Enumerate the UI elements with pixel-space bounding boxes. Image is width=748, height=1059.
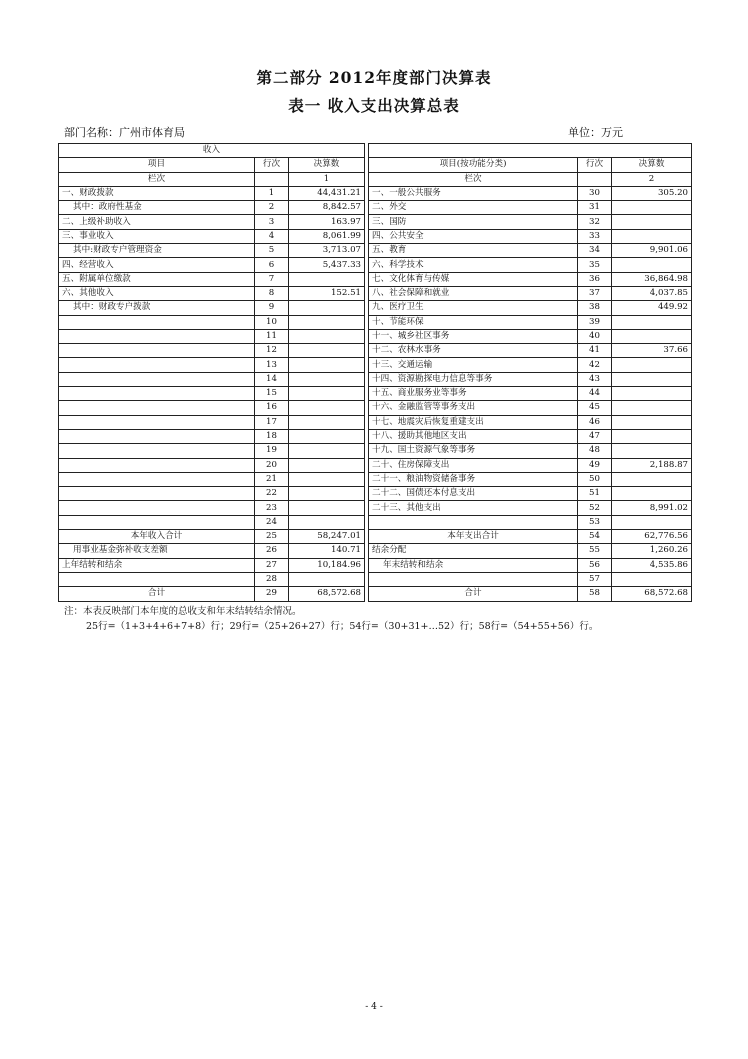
income-row-number: 7 bbox=[255, 272, 289, 286]
income-amount: 3,713.07 bbox=[289, 244, 365, 258]
expense-amount: 36,864.98 bbox=[612, 272, 692, 286]
income-amount bbox=[289, 272, 365, 286]
expense-amount bbox=[612, 372, 692, 386]
expense-amount: 37.66 bbox=[612, 344, 692, 358]
income-row-number: 29 bbox=[255, 587, 289, 601]
income-item: 五、附属单位缴款 bbox=[59, 272, 255, 286]
expense-row-number: 50 bbox=[578, 472, 612, 486]
table-row bbox=[59, 258, 692, 272]
table-row bbox=[59, 572, 692, 586]
table-row bbox=[59, 329, 692, 343]
expense-row-number: 55 bbox=[578, 544, 612, 558]
expense-item bbox=[369, 572, 578, 586]
expense-row-number: 46 bbox=[578, 415, 612, 429]
table-row bbox=[59, 387, 692, 401]
table-row bbox=[59, 272, 692, 286]
income-amount: 152.51 bbox=[289, 286, 365, 300]
expense-item: 五、教育 bbox=[369, 244, 578, 258]
income-amount bbox=[289, 515, 365, 529]
income-item bbox=[59, 487, 255, 501]
expense-item: 十、节能环保 bbox=[369, 315, 578, 329]
income-amount bbox=[289, 358, 365, 372]
expense-amount bbox=[612, 444, 692, 458]
income-row-number: 2 bbox=[255, 201, 289, 215]
income-amount bbox=[289, 501, 365, 515]
note-line-1: 注：本表反映部门本年度的总收支和年末结转结余情况。 bbox=[64, 606, 302, 617]
income-amount: 5,437.33 bbox=[289, 258, 365, 272]
income-row-number: 27 bbox=[255, 558, 289, 572]
expense-row-number: 58 bbox=[578, 587, 612, 601]
expense-row-number: 47 bbox=[578, 429, 612, 443]
income-item bbox=[59, 344, 255, 358]
income-row-number: 3 bbox=[255, 215, 289, 229]
table-row bbox=[59, 358, 692, 372]
unit-label: 单位：万元 bbox=[568, 126, 623, 139]
income-item: 其中：政府性基金 bbox=[59, 201, 255, 215]
expense-item: 十八、援助其他地区支出 bbox=[369, 429, 578, 443]
income-amount bbox=[289, 344, 365, 358]
income-item bbox=[59, 458, 255, 472]
table-row bbox=[59, 472, 692, 486]
table-row bbox=[59, 286, 692, 300]
expense-row-number: 36 bbox=[578, 272, 612, 286]
table-row bbox=[59, 429, 692, 443]
income-item: 合计 bbox=[59, 587, 255, 601]
income-item bbox=[59, 415, 255, 429]
income-item: 一、财政拨款 bbox=[59, 186, 255, 200]
income-row-number: 4 bbox=[255, 229, 289, 243]
expense-row-number: 56 bbox=[578, 558, 612, 572]
table-row bbox=[59, 415, 692, 429]
col-amount-right-header: 决算数 bbox=[612, 158, 692, 172]
expense-item: 十九、国土资源气象等事务 bbox=[369, 444, 578, 458]
income-item: 四、经营收入 bbox=[59, 258, 255, 272]
income-item bbox=[59, 572, 255, 586]
expense-row-number: 53 bbox=[578, 515, 612, 529]
expense-amount bbox=[612, 258, 692, 272]
expense-row-number: 30 bbox=[578, 186, 612, 200]
expense-amount bbox=[612, 387, 692, 401]
expense-amount bbox=[612, 429, 692, 443]
expense-amount: 305.20 bbox=[612, 186, 692, 200]
expense-amount bbox=[612, 487, 692, 501]
income-amount: 44,431.21 bbox=[289, 186, 365, 200]
table-row bbox=[59, 401, 692, 415]
expense-item: 二十一、粮油物资储备事务 bbox=[369, 472, 578, 486]
expense-row-number: 33 bbox=[578, 229, 612, 243]
table-row bbox=[59, 372, 692, 386]
expense-amount: 4,037.85 bbox=[612, 286, 692, 300]
income-item bbox=[59, 372, 255, 386]
income-row-number: 23 bbox=[255, 501, 289, 515]
expense-amount bbox=[612, 201, 692, 215]
income-amount: 8,061.99 bbox=[289, 229, 365, 243]
table-row bbox=[59, 344, 692, 358]
income-group-header: 收入 bbox=[59, 144, 365, 158]
expense-item: 本年支出合计 bbox=[369, 530, 578, 544]
expense-amount: 8,991.02 bbox=[612, 501, 692, 515]
col-item-header: 项目 bbox=[59, 158, 255, 172]
expense-row-number: 32 bbox=[578, 215, 612, 229]
income-amount bbox=[289, 472, 365, 486]
expense-amount bbox=[612, 472, 692, 486]
expense-row-number: 34 bbox=[578, 244, 612, 258]
income-item bbox=[59, 515, 255, 529]
table-row bbox=[59, 186, 692, 200]
income-row-number: 18 bbox=[255, 429, 289, 443]
income-row-number: 9 bbox=[255, 301, 289, 315]
expense-row-number: 49 bbox=[578, 458, 612, 472]
expense-amount: 1,260.26 bbox=[612, 544, 692, 558]
income-row-number: 20 bbox=[255, 458, 289, 472]
expense-item: 十一、城乡社区事务 bbox=[369, 329, 578, 343]
expense-row-number: 51 bbox=[578, 487, 612, 501]
expense-row-number: 40 bbox=[578, 329, 612, 343]
expense-row-number: 43 bbox=[578, 372, 612, 386]
expense-row-number: 39 bbox=[578, 315, 612, 329]
expense-item: 十二、农林水事务 bbox=[369, 344, 578, 358]
income-amount bbox=[289, 315, 365, 329]
income-row-number: 1 bbox=[255, 186, 289, 200]
expense-item: 二十二、国债还本付息支出 bbox=[369, 487, 578, 501]
income-item bbox=[59, 315, 255, 329]
expense-item bbox=[369, 515, 578, 529]
income-amount bbox=[289, 415, 365, 429]
income-row-number: 21 bbox=[255, 472, 289, 486]
table-row bbox=[59, 501, 692, 515]
expense-item: 九、医疗卫生 bbox=[369, 301, 578, 315]
table-row bbox=[59, 201, 692, 215]
income-row-number: 14 bbox=[255, 372, 289, 386]
expense-row-number: 41 bbox=[578, 344, 612, 358]
lanci-left-number: 1 bbox=[289, 172, 365, 186]
expense-item: 结余分配 bbox=[369, 544, 578, 558]
expense-row-number: 54 bbox=[578, 530, 612, 544]
income-item: 六、其他收入 bbox=[59, 286, 255, 300]
income-item: 上年结转和结余 bbox=[59, 558, 255, 572]
income-item: 其中:财政专户管理资金 bbox=[59, 244, 255, 258]
expense-amount: 449.92 bbox=[612, 301, 692, 315]
expense-row-number: 42 bbox=[578, 358, 612, 372]
table-row bbox=[59, 458, 692, 472]
income-row-number: 28 bbox=[255, 572, 289, 586]
expense-amount bbox=[612, 415, 692, 429]
col-row-right-header: 行次 bbox=[578, 158, 612, 172]
income-row-number: 16 bbox=[255, 401, 289, 415]
income-row-number: 10 bbox=[255, 315, 289, 329]
income-amount: 140.71 bbox=[289, 544, 365, 558]
expense-item: 二、外交 bbox=[369, 201, 578, 215]
lanci-right-label: 栏次 bbox=[369, 172, 578, 186]
expense-item: 十三、交通运输 bbox=[369, 358, 578, 372]
expense-item: 十六、金融监管等事务支出 bbox=[369, 401, 578, 415]
income-item: 三、事业收入 bbox=[59, 229, 255, 243]
table-row bbox=[59, 229, 692, 243]
income-row-number: 24 bbox=[255, 515, 289, 529]
income-amount: 163.97 bbox=[289, 215, 365, 229]
income-row-number: 22 bbox=[255, 487, 289, 501]
col-row-header: 行次 bbox=[255, 158, 289, 172]
income-amount bbox=[289, 444, 365, 458]
income-amount bbox=[289, 429, 365, 443]
expense-row-number: 31 bbox=[578, 201, 612, 215]
table-row bbox=[59, 558, 692, 572]
income-row-number: 17 bbox=[255, 415, 289, 429]
expense-amount: 9,901.06 bbox=[612, 244, 692, 258]
expense-item: 六、科学技术 bbox=[369, 258, 578, 272]
income-item bbox=[59, 401, 255, 415]
income-row-number: 26 bbox=[255, 544, 289, 558]
page-title: 第二部分 2012年度部门决算表 bbox=[256, 68, 492, 87]
income-item: 二、上级补助收入 bbox=[59, 215, 255, 229]
income-row-number: 6 bbox=[255, 258, 289, 272]
income-amount bbox=[289, 487, 365, 501]
expense-row-number: 35 bbox=[578, 258, 612, 272]
expense-amount: 4,535.86 bbox=[612, 558, 692, 572]
income-amount bbox=[289, 329, 365, 343]
table-row bbox=[59, 244, 692, 258]
expense-row-number: 48 bbox=[578, 444, 612, 458]
expense-item: 四、公共安全 bbox=[369, 229, 578, 243]
table-row bbox=[59, 544, 692, 558]
table-row bbox=[59, 215, 692, 229]
col-amount-header: 决算数 bbox=[289, 158, 365, 172]
income-item: 其中：财政专户拨款 bbox=[59, 301, 255, 315]
income-row-number: 13 bbox=[255, 358, 289, 372]
summary-table bbox=[58, 143, 692, 602]
income-amount bbox=[289, 401, 365, 415]
expense-item: 十五、商业服务业等事务 bbox=[369, 387, 578, 401]
income-amount bbox=[289, 387, 365, 401]
table-row bbox=[59, 587, 692, 601]
department-label: 部门名称：广州市体育局 bbox=[64, 126, 185, 139]
income-item bbox=[59, 387, 255, 401]
table-row bbox=[59, 515, 692, 529]
expense-amount bbox=[612, 358, 692, 372]
expense-row-number: 37 bbox=[578, 286, 612, 300]
income-row-number: 11 bbox=[255, 329, 289, 343]
income-row-number: 8 bbox=[255, 286, 289, 300]
note-line-2: 25行=（1+3+4+6+7+8）行；29行=（25+26+27）行；54行=（30+31+…52）行；58行=（54+55+56）行。 bbox=[86, 621, 599, 632]
income-amount: 10,184.96 bbox=[289, 558, 365, 572]
expense-item: 十四、资源勘探电力信息等事务 bbox=[369, 372, 578, 386]
page-number: - 4 - bbox=[365, 1002, 383, 1012]
expense-amount: 68,572.68 bbox=[612, 587, 692, 601]
expense-row-number: 44 bbox=[578, 387, 612, 401]
expense-amount bbox=[612, 572, 692, 586]
income-item bbox=[59, 501, 255, 515]
expense-row-number: 52 bbox=[578, 501, 612, 515]
income-amount bbox=[289, 458, 365, 472]
expense-amount bbox=[612, 401, 692, 415]
income-row-number: 12 bbox=[255, 344, 289, 358]
expense-item: 二十、住房保障支出 bbox=[369, 458, 578, 472]
expense-item: 三、国防 bbox=[369, 215, 578, 229]
expense-row-number: 45 bbox=[578, 401, 612, 415]
expense-item: 八、社会保障和就业 bbox=[369, 286, 578, 300]
income-item bbox=[59, 444, 255, 458]
expense-amount bbox=[612, 229, 692, 243]
lanci-right-number: 2 bbox=[612, 172, 692, 186]
lanci-row bbox=[59, 172, 692, 186]
expense-amount: 2,188.87 bbox=[612, 458, 692, 472]
income-item bbox=[59, 472, 255, 486]
income-row-number: 15 bbox=[255, 387, 289, 401]
expense-amount: 62,776.56 bbox=[612, 530, 692, 544]
table-row bbox=[59, 315, 692, 329]
header-row bbox=[59, 158, 692, 172]
income-amount: 8,842.57 bbox=[289, 201, 365, 215]
col-item-right-header: 项目(按功能分类) bbox=[369, 158, 578, 172]
table-row bbox=[59, 301, 692, 315]
income-amount bbox=[289, 301, 365, 315]
expense-amount bbox=[612, 315, 692, 329]
lanci-label: 栏次 bbox=[59, 172, 255, 186]
income-row-number: 19 bbox=[255, 444, 289, 458]
income-item: 用事业基金弥补收支差额 bbox=[59, 544, 255, 558]
expense-item: 一、一般公共服务 bbox=[369, 186, 578, 200]
header-group-row bbox=[59, 144, 692, 158]
income-amount bbox=[289, 372, 365, 386]
table-row bbox=[59, 487, 692, 501]
income-amount bbox=[289, 572, 365, 586]
income-item bbox=[59, 358, 255, 372]
expense-item: 合计 bbox=[369, 587, 578, 601]
income-row-number: 5 bbox=[255, 244, 289, 258]
table-title: 表一 收入支出决算总表 bbox=[288, 96, 460, 115]
expense-item: 十七、地震灾后恢复重建支出 bbox=[369, 415, 578, 429]
expense-amount bbox=[612, 215, 692, 229]
expense-item: 七、文化体育与传媒 bbox=[369, 272, 578, 286]
expense-item: 年末结转和结余 bbox=[369, 558, 578, 572]
income-amount: 68,572.68 bbox=[289, 587, 365, 601]
expense-row-number: 38 bbox=[578, 301, 612, 315]
income-amount: 58,247.01 bbox=[289, 530, 365, 544]
income-row-number: 25 bbox=[255, 530, 289, 544]
table-row bbox=[59, 530, 692, 544]
expense-amount bbox=[612, 515, 692, 529]
income-item bbox=[59, 329, 255, 343]
income-item bbox=[59, 429, 255, 443]
expense-row-number: 57 bbox=[578, 572, 612, 586]
income-item: 本年收入合计 bbox=[59, 530, 255, 544]
table-row bbox=[59, 444, 692, 458]
expense-item: 二十三、其他支出 bbox=[369, 501, 578, 515]
expense-amount bbox=[612, 329, 692, 343]
